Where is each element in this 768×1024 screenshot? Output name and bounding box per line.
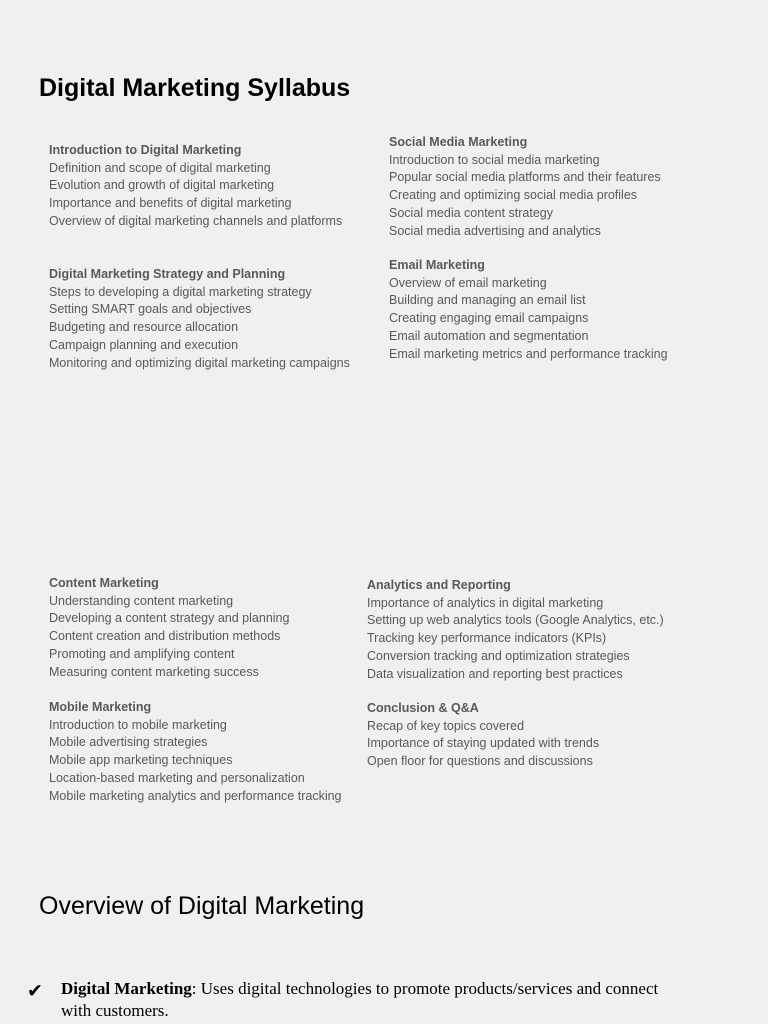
section-item: Budgeting and resource allocation: [49, 320, 239, 335]
section-item: Popular social media platforms and their features: [389, 170, 661, 185]
section-item: Importance of analytics in digital marketing: [367, 595, 604, 610]
section-item-list: [49, 160, 342, 231]
section-item: Setting SMART goals and objectives: [49, 302, 252, 317]
section-item: Monitoring and optimizing digital marketing campaigns: [49, 355, 350, 370]
section-item: Conversion tracking and optimization strategies: [367, 648, 630, 663]
section-item: Developing a content strategy and planning: [49, 611, 290, 626]
section-item: Email automation and segmentation: [389, 328, 589, 343]
section-item: Open floor for questions and discussions: [367, 754, 593, 769]
section-heading: Digital Marketing Strategy and Planning: [49, 267, 286, 281]
page-title: Digital Marketing Syllabus: [39, 74, 351, 102]
section-item: Recap of key topics covered: [367, 718, 525, 733]
section-mobile-marketing: [49, 699, 342, 805]
section-strategy-planning: [49, 266, 350, 372]
section-item: Social media advertising and analytics: [389, 223, 601, 238]
bullet-description: : Uses digital technologies to promote products/services and connect with customers.: [61, 979, 659, 1020]
section-social-media: [389, 134, 661, 240]
section-item: Promoting and amplifying content: [49, 646, 235, 661]
section-item: Measuring content marketing success: [49, 664, 259, 679]
section-item-list: [367, 718, 599, 771]
section-heading: Email Marketing: [389, 258, 485, 272]
section-item-list: [49, 284, 350, 373]
section-heading: Social Media Marketing: [389, 135, 528, 149]
section-heading: Analytics and Reporting: [367, 578, 511, 592]
section-item: Importance and benefits of digital marketing: [49, 196, 292, 211]
section-item: Data visualization and reporting best practices: [367, 666, 623, 681]
section-item: Introduction to social media marketing: [389, 152, 600, 167]
section-heading: Introduction to Digital Marketing: [49, 143, 242, 157]
section-item-list: [367, 595, 664, 684]
section-item: Overview of digital marketing channels and platforms: [49, 213, 343, 228]
section-email-marketing: [389, 257, 668, 363]
section-heading: Content Marketing: [49, 576, 159, 590]
section-item: Campaign planning and execution: [49, 337, 239, 352]
section-item: Introduction to mobile marketing: [49, 717, 227, 732]
section-analytics-reporting: [367, 577, 664, 683]
section-item: Creating and optimizing social media profiles: [389, 188, 638, 203]
section-item: Location-based marketing and personalization: [49, 770, 305, 785]
overview-title: Overview of Digital Marketing: [39, 892, 365, 920]
section-item-list: [49, 717, 342, 806]
bullet-text: [61, 978, 661, 1022]
section-item: Tracking key performance indicators (KPIs): [367, 631, 607, 646]
section-item: Mobile marketing analytics and performance tracking: [49, 788, 342, 803]
section-content-marketing: [49, 575, 289, 681]
bullet-term: Digital Marketing: [61, 979, 192, 998]
section-item: Email marketing metrics and performance tracking: [389, 346, 668, 361]
section-item: Mobile advertising strategies: [49, 735, 208, 750]
section-item: Steps to developing a digital marketing strategy: [49, 284, 312, 299]
section-item: Building and managing an email list: [389, 293, 586, 308]
section-heading: Mobile Marketing: [49, 700, 152, 714]
section-item: Mobile app marketing techniques: [49, 753, 233, 768]
section-item-list: [389, 275, 668, 364]
section-item: Overview of email marketing: [389, 275, 547, 290]
section-item: Content creation and distribution methods: [49, 629, 281, 644]
section-item: Definition and scope of digital marketing: [49, 160, 271, 175]
section-item-list: [389, 152, 661, 241]
section-item: Setting up web analytics tools (Google Analytics, etc.): [367, 613, 664, 628]
section-introduction: [49, 142, 342, 231]
section-item: Understanding content marketing: [49, 593, 234, 608]
check-icon: ✔: [27, 980, 43, 1002]
section-item: Evolution and growth of digital marketing: [49, 178, 275, 193]
section-item: Social media content strategy: [389, 205, 553, 220]
section-conclusion-qa: [367, 700, 599, 771]
section-item: Importance of staying updated with trends: [367, 736, 600, 751]
section-item-list: [49, 593, 289, 682]
section-item: Creating engaging email campaigns: [389, 311, 589, 326]
section-heading: Conclusion & Q&A: [367, 701, 479, 715]
